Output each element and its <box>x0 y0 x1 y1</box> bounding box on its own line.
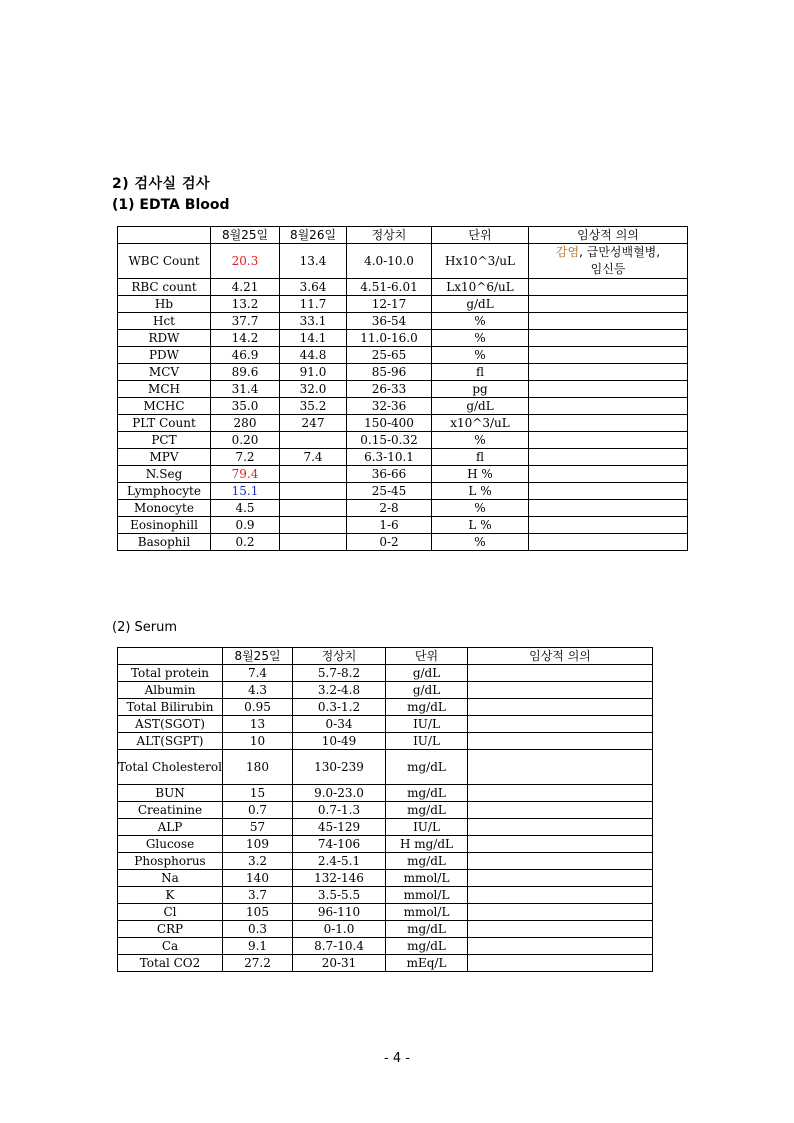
unit: IU/L <box>386 716 468 733</box>
test-name: MCHC <box>118 398 211 415</box>
test-name: Cl <box>118 904 223 921</box>
table-row <box>118 904 653 921</box>
value-0826: 44.8 <box>280 347 347 364</box>
table-row <box>118 750 653 785</box>
test-name: RDW <box>118 330 211 347</box>
header-cell: 정상치 <box>293 648 386 665</box>
clinical-significance <box>468 716 653 733</box>
unit: pg <box>432 381 529 398</box>
unit: mg/dL <box>386 938 468 955</box>
unit: mg/dL <box>386 921 468 938</box>
value-0825: 0.9 <box>211 517 280 534</box>
normal-range: 2-8 <box>347 500 432 517</box>
test-name: K <box>118 887 223 904</box>
unit: Hx10^3/uL <box>432 244 529 279</box>
value-0826 <box>280 500 347 517</box>
significance-text: , 급만성백혈병, <box>579 245 661 259</box>
section-heading: 2) 검사실 검사 <box>112 176 211 192</box>
normal-range: 36-54 <box>347 313 432 330</box>
value-0825: 13 <box>223 716 293 733</box>
value-0825: 3.7 <box>223 887 293 904</box>
significance-text: 임신등 <box>590 262 626 276</box>
normal-range: 0.3-1.2 <box>293 699 386 716</box>
clinical-significance <box>468 904 653 921</box>
normal-range: 150-400 <box>347 415 432 432</box>
table-header-row <box>118 227 688 244</box>
test-name: Lymphocyte <box>118 483 211 500</box>
value-0825: 180 <box>223 750 293 785</box>
normal-range: 11.0-16.0 <box>347 330 432 347</box>
normal-range: 2.4-5.1 <box>293 853 386 870</box>
value-0825: 0.3 <box>223 921 293 938</box>
unit: mg/dL <box>386 785 468 802</box>
value-0825: 15.1 <box>211 483 280 500</box>
clinical-significance <box>468 665 653 682</box>
header-cell: 정상치 <box>347 227 432 244</box>
table-row <box>118 716 653 733</box>
clinical-significance <box>529 279 688 296</box>
table-row <box>118 313 688 330</box>
unit: g/dL <box>386 682 468 699</box>
normal-range: 3.5-5.5 <box>293 887 386 904</box>
table-row <box>118 330 688 347</box>
value-0826 <box>280 517 347 534</box>
unit: L % <box>432 483 529 500</box>
normal-range: 10-49 <box>293 733 386 750</box>
test-name: N.Seg <box>118 466 211 483</box>
test-name: PDW <box>118 347 211 364</box>
value-0825: 3.2 <box>223 853 293 870</box>
normal-range: 32-36 <box>347 398 432 415</box>
value-0826: 13.4 <box>280 244 347 279</box>
serum-heading: (2) Serum <box>112 620 178 635</box>
header-cell <box>118 648 223 665</box>
header-cell: 8월25일 <box>223 648 293 665</box>
table-row <box>118 534 688 551</box>
normal-range: 4.0-10.0 <box>347 244 432 279</box>
unit: mmol/L <box>386 887 468 904</box>
test-name: WBC Count <box>118 244 211 279</box>
value-0825: 15 <box>223 785 293 802</box>
value-0825: 4.21 <box>211 279 280 296</box>
test-name: Basophil <box>118 534 211 551</box>
test-name: Albumin <box>118 682 223 699</box>
table-row <box>118 483 688 500</box>
table-header-row <box>118 648 653 665</box>
value-0826: 33.1 <box>280 313 347 330</box>
test-name: Eosinophill <box>118 517 211 534</box>
table-row <box>118 955 653 972</box>
clinical-significance <box>529 432 688 449</box>
unit: mg/dL <box>386 853 468 870</box>
unit: % <box>432 432 529 449</box>
unit: H mg/dL <box>386 836 468 853</box>
unit: g/dL <box>386 665 468 682</box>
value-0826 <box>280 534 347 551</box>
table-row <box>118 682 653 699</box>
table-row <box>118 466 688 483</box>
test-name: Total CO2 <box>118 955 223 972</box>
table-row <box>118 699 653 716</box>
value-0825: 14.2 <box>211 330 280 347</box>
value-0826 <box>280 432 347 449</box>
test-name: Phosphorus <box>118 853 223 870</box>
clinical-significance <box>529 449 688 466</box>
edta-heading: (1) EDTA Blood <box>112 197 230 213</box>
table-row <box>118 296 688 313</box>
table-row <box>118 836 653 853</box>
normal-range: 74-106 <box>293 836 386 853</box>
value-0826: 3.64 <box>280 279 347 296</box>
normal-range: 4.51-6.01 <box>347 279 432 296</box>
value-0825: 4.3 <box>223 682 293 699</box>
normal-range: 26-33 <box>347 381 432 398</box>
clinical-significance <box>529 296 688 313</box>
table-row <box>118 819 653 836</box>
table-row <box>118 449 688 466</box>
normal-range: 1-6 <box>347 517 432 534</box>
clinical-significance <box>468 921 653 938</box>
normal-range: 9.0-23.0 <box>293 785 386 802</box>
value-0825: 0.20 <box>211 432 280 449</box>
value-0825: 0.95 <box>223 699 293 716</box>
unit: mmol/L <box>386 870 468 887</box>
clinical-significance <box>529 244 688 279</box>
normal-range: 132-146 <box>293 870 386 887</box>
clinical-significance <box>529 364 688 381</box>
normal-range: 25-65 <box>347 347 432 364</box>
clinical-significance <box>468 836 653 853</box>
clinical-significance <box>529 415 688 432</box>
table-row <box>118 733 653 750</box>
unit: mmol/L <box>386 904 468 921</box>
normal-range: 0.15-0.32 <box>347 432 432 449</box>
unit: Lx10^6/uL <box>432 279 529 296</box>
clinical-significance <box>468 802 653 819</box>
table-row <box>118 347 688 364</box>
test-name: ALP <box>118 819 223 836</box>
test-name: Hb <box>118 296 211 313</box>
value-0826: 91.0 <box>280 364 347 381</box>
table-row <box>118 802 653 819</box>
test-name: Hct <box>118 313 211 330</box>
clinical-significance <box>529 534 688 551</box>
normal-range: 36-66 <box>347 466 432 483</box>
value-0826: 7.4 <box>280 449 347 466</box>
table-row <box>118 921 653 938</box>
value-0825: 9.1 <box>223 938 293 955</box>
unit: IU/L <box>386 733 468 750</box>
value-0825: 46.9 <box>211 347 280 364</box>
value-0825: 109 <box>223 836 293 853</box>
serum-table <box>117 647 653 972</box>
unit: g/dL <box>432 296 529 313</box>
value-0825: 7.2 <box>211 449 280 466</box>
clinical-significance <box>529 313 688 330</box>
table-row <box>118 381 688 398</box>
clinical-significance <box>468 870 653 887</box>
table-row <box>118 938 653 955</box>
test-name: Creatinine <box>118 802 223 819</box>
clinical-significance <box>529 330 688 347</box>
normal-range: 96-110 <box>293 904 386 921</box>
table-row <box>118 665 653 682</box>
test-name: Monocyte <box>118 500 211 517</box>
clinical-significance <box>468 887 653 904</box>
normal-range: 130-239 <box>293 750 386 785</box>
value-0825: 89.6 <box>211 364 280 381</box>
table-row <box>118 364 688 381</box>
value-0825: 280 <box>211 415 280 432</box>
header-cell: 단위 <box>432 227 529 244</box>
clinical-significance <box>529 466 688 483</box>
normal-range: 8.7-10.4 <box>293 938 386 955</box>
header-cell: 임상적 의의 <box>468 648 653 665</box>
unit: fl <box>432 449 529 466</box>
table-row <box>118 244 688 279</box>
clinical-significance <box>529 483 688 500</box>
test-name: MCV <box>118 364 211 381</box>
value-0825: 13.2 <box>211 296 280 313</box>
edta-blood-table <box>117 226 688 551</box>
normal-range: 0-34 <box>293 716 386 733</box>
value-0825: 31.4 <box>211 381 280 398</box>
clinical-significance <box>529 517 688 534</box>
value-0825: 140 <box>223 870 293 887</box>
normal-range: 25-45 <box>347 483 432 500</box>
test-name: PLT Count <box>118 415 211 432</box>
test-name: Total protein <box>118 665 223 682</box>
test-name: PCT <box>118 432 211 449</box>
value-0825: 105 <box>223 904 293 921</box>
normal-range: 45-129 <box>293 819 386 836</box>
test-name: Total Cholesterol <box>118 750 223 785</box>
clinical-significance <box>529 500 688 517</box>
clinical-significance <box>468 938 653 955</box>
normal-range: 5.7-8.2 <box>293 665 386 682</box>
normal-range: 85-96 <box>347 364 432 381</box>
test-name: Glucose <box>118 836 223 853</box>
normal-range: 20-31 <box>293 955 386 972</box>
clinical-significance <box>529 398 688 415</box>
table-row <box>118 500 688 517</box>
test-name: CRP <box>118 921 223 938</box>
normal-range: 12-17 <box>347 296 432 313</box>
value-0826: 32.0 <box>280 381 347 398</box>
value-0826: 11.7 <box>280 296 347 313</box>
clinical-significance <box>529 381 688 398</box>
table-row <box>118 887 653 904</box>
test-name: Ca <box>118 938 223 955</box>
table-row <box>118 853 653 870</box>
significance-highlight: 감염 <box>555 245 580 259</box>
unit: IU/L <box>386 819 468 836</box>
test-name: Total Bilirubin <box>118 699 223 716</box>
value-0825: 37.7 <box>211 313 280 330</box>
value-0825: 4.5 <box>211 500 280 517</box>
table-row <box>118 415 688 432</box>
test-name: ALT(SGPT) <box>118 733 223 750</box>
value-0826 <box>280 466 347 483</box>
value-0825: 35.0 <box>211 398 280 415</box>
unit: mg/dL <box>386 802 468 819</box>
test-name: RBC count <box>118 279 211 296</box>
table-row <box>118 279 688 296</box>
header-cell <box>118 227 211 244</box>
clinical-significance <box>468 733 653 750</box>
unit: fl <box>432 364 529 381</box>
value-0825: 79.4 <box>211 466 280 483</box>
clinical-significance <box>468 955 653 972</box>
clinical-significance <box>468 699 653 716</box>
table-row <box>118 517 688 534</box>
clinical-significance <box>529 347 688 364</box>
unit: H % <box>432 466 529 483</box>
test-name: AST(SGOT) <box>118 716 223 733</box>
unit: % <box>432 534 529 551</box>
normal-range: 0-1.0 <box>293 921 386 938</box>
header-cell: 8월25일 <box>211 227 280 244</box>
normal-range: 6.3-10.1 <box>347 449 432 466</box>
normal-range: 0.7-1.3 <box>293 802 386 819</box>
normal-range: 3.2-4.8 <box>293 682 386 699</box>
value-0826: 14.1 <box>280 330 347 347</box>
unit: % <box>432 347 529 364</box>
header-cell: 8월26일 <box>280 227 347 244</box>
value-0826: 35.2 <box>280 398 347 415</box>
normal-range: 0-2 <box>347 534 432 551</box>
value-0825: 20.3 <box>211 244 280 279</box>
test-name: Na <box>118 870 223 887</box>
table-row <box>118 432 688 449</box>
clinical-significance <box>468 819 653 836</box>
unit: x10^3/uL <box>432 415 529 432</box>
page-number: - 4 - <box>384 1051 410 1066</box>
value-0826: 247 <box>280 415 347 432</box>
value-0825: 7.4 <box>223 665 293 682</box>
unit: % <box>432 313 529 330</box>
clinical-significance <box>468 785 653 802</box>
header-cell: 단위 <box>386 648 468 665</box>
header-cell: 임상적 의의 <box>529 227 688 244</box>
unit: % <box>432 500 529 517</box>
test-name: MPV <box>118 449 211 466</box>
value-0826 <box>280 483 347 500</box>
value-0825: 0.2 <box>211 534 280 551</box>
unit: L % <box>432 517 529 534</box>
unit: mg/dL <box>386 699 468 716</box>
table-row <box>118 398 688 415</box>
clinical-significance <box>468 853 653 870</box>
value-0825: 0.7 <box>223 802 293 819</box>
unit: % <box>432 330 529 347</box>
unit: g/dL <box>432 398 529 415</box>
value-0825: 57 <box>223 819 293 836</box>
table-row <box>118 870 653 887</box>
clinical-significance <box>468 682 653 699</box>
clinical-significance <box>468 750 653 785</box>
value-0825: 27.2 <box>223 955 293 972</box>
unit: mg/dL <box>386 750 468 785</box>
test-name: BUN <box>118 785 223 802</box>
test-name: MCH <box>118 381 211 398</box>
value-0825: 10 <box>223 733 293 750</box>
table-row <box>118 785 653 802</box>
unit: mEq/L <box>386 955 468 972</box>
